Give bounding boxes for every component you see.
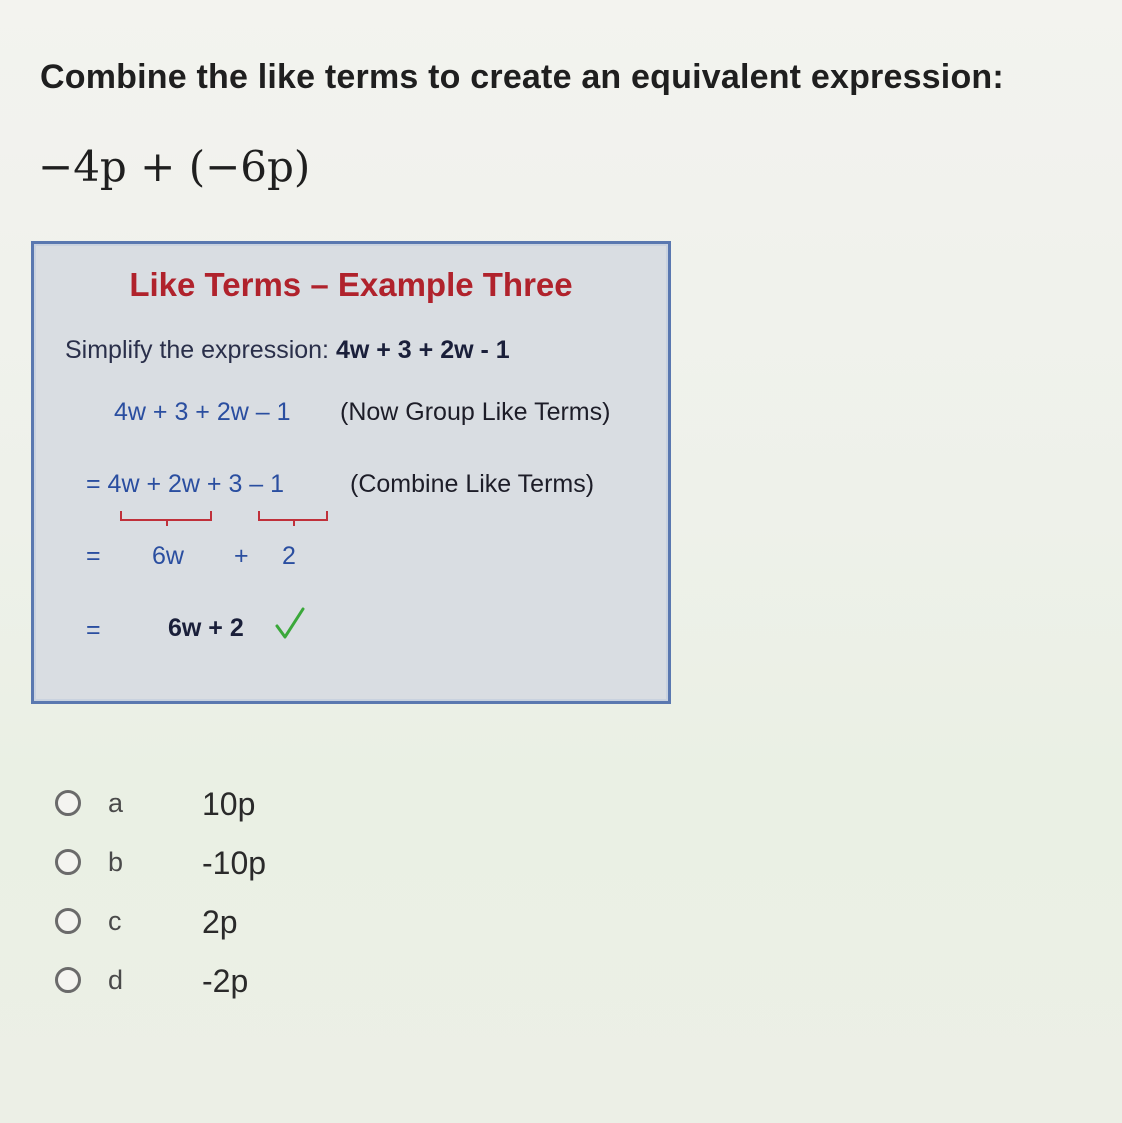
question-title: Combine the like terms to create an equivalent expression: [40, 58, 1004, 96]
example-step-1-note: (Now Group Like Terms) [340, 398, 611, 426]
option-c[interactable] [55, 904, 355, 944]
radio-button-b[interactable] [55, 849, 81, 875]
example-prompt-expression: 4w + 3 + 2w - 1 [335, 336, 510, 364]
checkmark-icon [274, 606, 306, 640]
example-prompt-label: Simplify the expression: [65, 336, 336, 364]
radio-button-d[interactable] [55, 967, 81, 993]
group-brace-w-terms [120, 511, 212, 521]
example-final-answer: 6w + 2 [168, 614, 244, 642]
option-letter: b [108, 847, 124, 877]
option-value: 10p [202, 786, 256, 822]
option-a[interactable] [55, 786, 355, 826]
question-expression: −4p + (−6p) [38, 142, 311, 191]
example-box [31, 241, 671, 704]
example-title: Like Terms – Example Three [129, 266, 573, 303]
option-letter: c [108, 906, 122, 936]
option-value: 2p [202, 904, 238, 940]
example-step-2: = 4w + 2w + 3 – 1 [86, 470, 285, 498]
example-step-3-equals: = [86, 542, 101, 570]
example-step-3-term-1: 6w [152, 542, 184, 570]
example-step-3-term-2: 2 [282, 542, 296, 570]
radio-button-a[interactable] [55, 790, 81, 816]
option-d[interactable] [55, 963, 355, 1003]
option-letter: d [108, 965, 124, 995]
example-prompt [65, 336, 510, 365]
option-value: -2p [202, 963, 249, 999]
radio-button-c[interactable] [55, 908, 81, 934]
example-step-4-equals: = [86, 616, 101, 644]
option-value: -10p [202, 845, 267, 881]
option-b[interactable] [55, 845, 355, 885]
option-letter: a [108, 788, 124, 818]
example-step-2-note: (Combine Like Terms) [350, 470, 595, 498]
example-step-3-operator: + [234, 542, 249, 570]
example-step-1: 4w + 3 + 2w – 1 [114, 398, 291, 426]
group-brace-constants [258, 511, 328, 521]
